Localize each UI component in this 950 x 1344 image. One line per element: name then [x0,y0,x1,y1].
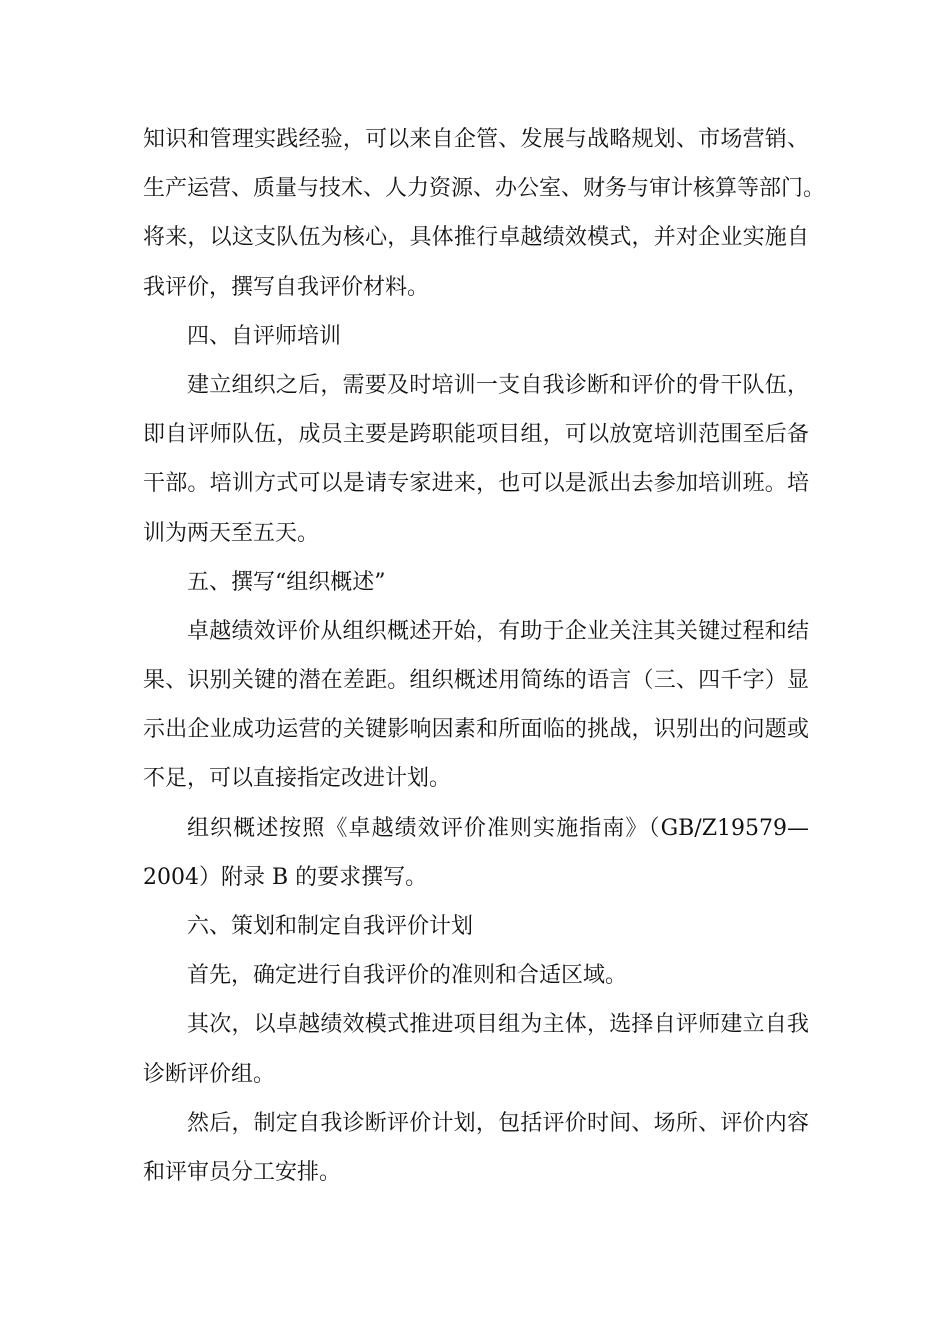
body-line-4: 我评价，撰写自我评价材料。 [143,274,430,300]
body-line-1: 知识和管理实践经验，可以来自企管、发展与战略规划、市场营销、 [143,127,809,152]
section-heading-5: 五、撰写“组织概述” [187,569,386,595]
section-heading-4: 四、自评师培训 [187,323,342,349]
body-line-3: 将来，以这支队伍为核心，具体推行卓越绩效模式，并对企业实施自 [143,225,809,251]
section-heading-6: 六、策划和制定自我评价计划 [187,914,474,939]
body-line-20: 诊断评价组。 [143,1061,276,1087]
body-line-16: 2004）附录 B 的要求撰写。 [143,864,428,890]
body-line-7: 即自评师队伍，成员主要是跨职能项目组，可以放宽培训范围至后备 [143,422,809,448]
body-line-6: 建立组织之后，需要及时培训一支自我诊断和评价的骨干队伍， [187,372,809,398]
body-line-22: 和评审员分工安排。 [143,1159,342,1185]
body-line-19: 其次，以卓越绩效模式推进项目组为主体，选择自评师建立自我 [187,1012,809,1038]
document-body [143,115,826,1197]
body-line-8: 干部。培训方式可以是请专家进来，也可以是派出去参加培训班。培 [143,471,809,497]
body-line-13: 示出企业成功运营的关键影响因素和所面临的挑战，识别出的问题或 [143,717,809,743]
body-line-11: 卓越绩效评价从组织概述开始，有助于企业关注其关键过程和结 [187,618,809,644]
body-line-15: 组织概述按照《卓越绩效评价准则实施指南》（GB/Z19579— [187,815,809,841]
body-line-14: 不足，可以直接指定改进计划。 [143,766,452,792]
body-line-12: 果、识别关键的潜在差距。组织概述用简练的语言（三、四千字）显 [143,668,809,694]
body-line-21: 然后，制定自我诊断评价计划，包括评价时间、场所、评价内容 [187,1110,809,1136]
body-line-9: 训为两天至五天。 [143,520,320,546]
body-line-2: 生产运营、质量与技术、人力资源、办公室、财务与审计核算等部门。 [143,176,826,202]
body-line-18: 首先，确定进行自我评价的准则和合适区域。 [187,963,628,989]
